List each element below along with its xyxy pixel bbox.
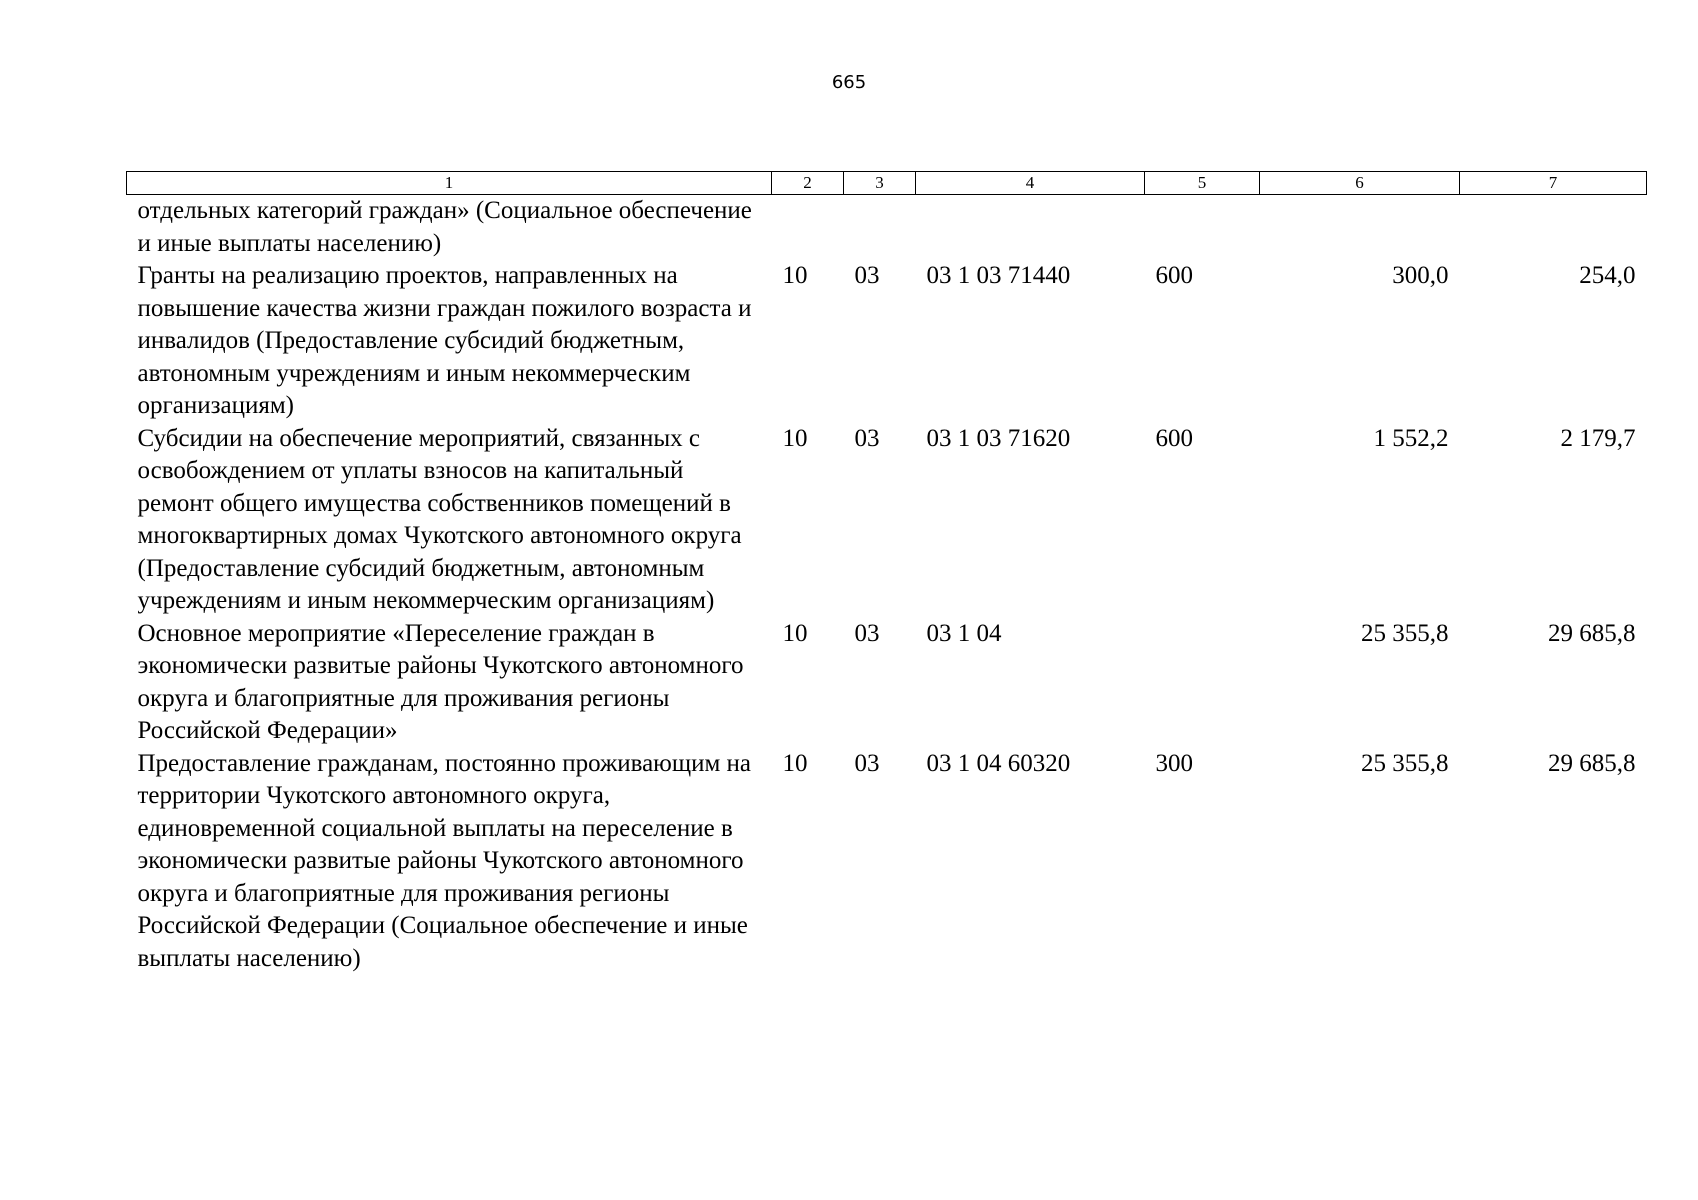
amount-7-cell: 2 179,7 — [1560, 424, 1636, 452]
section-cell: 10 — [782, 424, 808, 452]
section-cell: 10 — [782, 619, 808, 647]
page-number: 665 — [831, 72, 867, 93]
row-name-cell: Предоставление гражданам, постоянно проживающим на территории Чукотского автономного округа, единовременной социальной выплаты на переселение в экономически развитые районы Чукотского автономного округа и благоприятные для проживания регионы Российской Федерации (Социальное обеспечение и иные выплаты населению) — [137, 749, 752, 972]
subsection-cell — [844, 195, 916, 261]
amount-6-cell: 1 552,2 — [1373, 424, 1449, 452]
table-row — [127, 423, 1647, 618]
expense-type-cell — [1145, 618, 1260, 748]
target-article-cell: 03 1 04 60320 — [926, 749, 1071, 777]
subsection-cell: 03 — [854, 619, 880, 647]
amount-7-cell: 29 685,8 — [1548, 619, 1636, 647]
target-article-cell: 03 1 03 71620 — [926, 424, 1071, 452]
row-name-cell: Гранты на реализацию проектов, направленных на повышение качества жизни граждан пожилого возраста и инвалидов (Предоставление субсидий бюджетным, автономным учреждениям и иным некоммерческим организациям) — [137, 262, 752, 419]
expense-type-cell: 600 — [1155, 424, 1193, 452]
table-body — [127, 195, 1647, 976]
target-article-cell: 03 1 03 71440 — [926, 262, 1071, 289]
section-cell — [772, 195, 844, 261]
row-name-cell: отдельных категорий граждан» (Социальное обеспечение и иные выплаты населению) — [137, 197, 752, 257]
expense-type-cell — [1145, 195, 1260, 261]
subsection-cell: 03 — [854, 749, 880, 777]
amount-7-cell — [1460, 195, 1647, 261]
table-row — [127, 618, 1647, 748]
table-header — [127, 172, 1647, 195]
expense-type-cell: 300 — [1155, 749, 1193, 777]
section-cell: 10 — [782, 749, 808, 777]
column-header-6: 6 — [1260, 172, 1460, 195]
section-cell: 10 — [782, 262, 808, 289]
table-row — [127, 748, 1647, 976]
amount-7-cell: 254,0 — [1579, 262, 1636, 289]
column-header-4: 4 — [916, 172, 1145, 195]
column-header-7: 7 — [1460, 172, 1647, 195]
expense-type-cell: 600 — [1155, 262, 1193, 289]
header-row — [127, 172, 1647, 195]
subsection-cell: 03 — [854, 262, 880, 289]
amount-7-cell: 29 685,8 — [1548, 749, 1636, 777]
subsection-cell: 03 — [854, 424, 880, 452]
target-article-cell — [916, 195, 1145, 261]
row-name-cell: Субсидии на обеспечение мероприятий, связанных с освобождением от уплаты взносов на капитальный ремонт общего имущества собственников помещений в многоквартирных домах Чукотского автономного округа (Предоставление субсидий бюджетным, автономным учреждениям и иным некоммерческим организациям) — [137, 424, 742, 614]
target-article-cell: 03 1 04 — [926, 619, 1002, 647]
amount-6-cell: 25 355,8 — [1361, 749, 1449, 777]
amount-6-cell: 25 355,8 — [1361, 619, 1449, 647]
budget-table — [126, 171, 1647, 975]
table-row — [127, 195, 1647, 261]
column-header-1: 1 — [127, 172, 772, 195]
table-row — [127, 260, 1647, 423]
amount-6-cell: 300,0 — [1392, 262, 1449, 289]
column-header-3: 3 — [844, 172, 916, 195]
column-header-5: 5 — [1145, 172, 1260, 195]
column-header-2: 2 — [772, 172, 844, 195]
row-name-cell: Основное мероприятие «Переселение граждан в экономически развитые районы Чукотского автономного округа и благоприятные для проживания регионы Российской Федерации» — [137, 619, 744, 744]
amount-6-cell — [1260, 195, 1460, 261]
